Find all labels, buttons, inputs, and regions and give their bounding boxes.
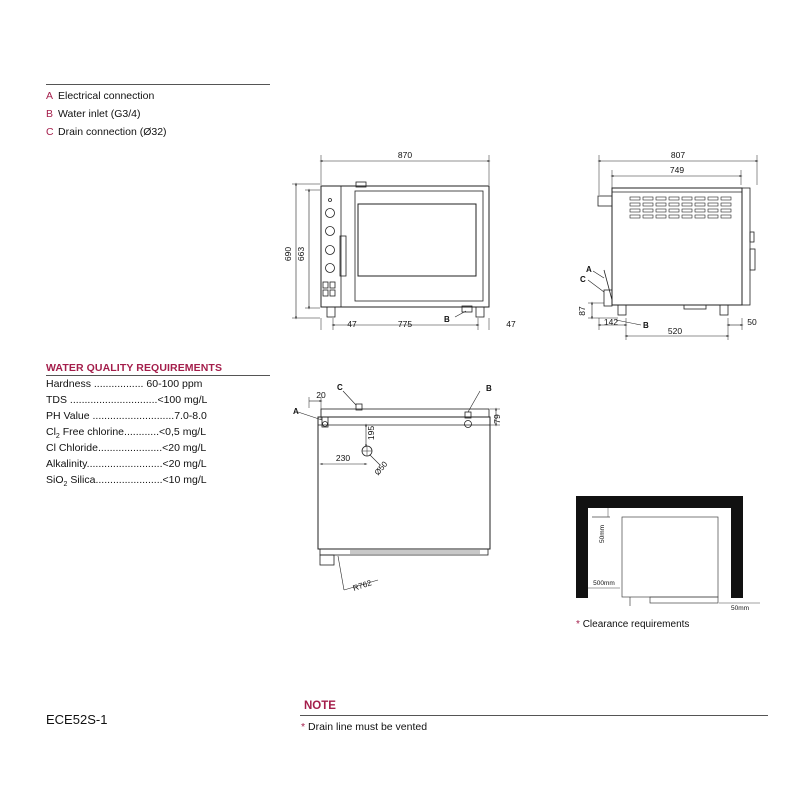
dim-47-left: 47 (347, 319, 357, 329)
wq-leader: ....................... (95, 474, 163, 486)
top-view (298, 391, 500, 590)
label-b-top: B (486, 384, 492, 393)
wq-value: 60-100 ppm (146, 378, 203, 390)
dim-807: 807 (670, 150, 686, 160)
dim-r762: R762 (351, 578, 373, 593)
side-view (588, 155, 757, 340)
wq-label: Hardness (46, 378, 91, 390)
wq-value: <100 mg/L (157, 394, 208, 406)
dim-20: 20 (316, 390, 326, 400)
note-title: NOTE (304, 700, 336, 712)
dim-775: 775 (397, 319, 413, 329)
note-text: Drain line must be vented (308, 721, 428, 733)
wq-label: SiO (46, 474, 64, 486)
legend-key: B (46, 108, 54, 120)
dim-749: 749 (669, 165, 685, 175)
clearance-caption-text: Clearance requirements (582, 619, 690, 630)
note-divider (300, 715, 768, 716)
wq-value: <10 mg/L (162, 474, 207, 486)
dim-47-right: 47 (506, 319, 516, 329)
legend-key: C (46, 126, 54, 138)
model-number: ECE52S-1 (46, 712, 108, 727)
wq-leader: .............................. (67, 394, 158, 406)
wq-label-after: Free chlorine (59, 426, 125, 438)
dim-50-side: 50 (747, 317, 757, 327)
wq-label: PH Value (46, 410, 90, 422)
legend-label: Drain connection (Ø32) (58, 126, 167, 138)
wq-label-after: Silica (67, 474, 96, 486)
legend-label: Electrical connection (58, 90, 155, 102)
dim-230: 230 (335, 453, 351, 463)
label-a-side: A (586, 265, 592, 274)
wq-value: 7.0-8.0 (174, 410, 207, 422)
clearance-diagram (576, 496, 760, 606)
dim-870: 870 (397, 150, 413, 160)
dim-690: 690 (283, 246, 293, 262)
dim-195: 195 (366, 425, 376, 441)
clearance-left: 500mm (593, 580, 615, 587)
wq-leader: .......................... (86, 458, 163, 470)
wq-value: <0,5 mg/L (159, 426, 207, 438)
dim-663: 663 (296, 246, 306, 262)
wq-leader: ...................... (97, 442, 163, 454)
wq-label: Alkalinity (46, 458, 87, 470)
dim-520: 520 (667, 326, 683, 336)
wq-label: Cl (46, 426, 56, 438)
front-view (292, 155, 489, 330)
wq-label: TDS (46, 394, 67, 406)
label-b-front: B (444, 315, 450, 324)
water-quality-title: WATER QUALITY REQUIREMENTS (46, 362, 223, 374)
label-a-top: A (293, 407, 299, 416)
label-b-side: B (643, 321, 649, 330)
asterisk: * (301, 721, 306, 733)
dim-79: 79 (492, 414, 502, 424)
legend-label: Water inlet (G3/4) (58, 108, 141, 120)
wq-label: Cl Chloride (46, 442, 98, 454)
clearance-right: 50mm (730, 605, 750, 612)
wq-subscript: 2 (55, 433, 60, 441)
clearance-top: 50mm (599, 524, 606, 544)
wq-value: <20 mg/L (162, 458, 207, 470)
legend-key: A (46, 90, 54, 102)
note-line (301, 721, 427, 733)
label-c-top: C (337, 383, 343, 392)
wq-leader: ............................ (89, 410, 175, 422)
dim-142: 142 (603, 317, 619, 327)
dim-dia-50: Ø50 (372, 459, 390, 478)
dim-87: 87 (577, 306, 587, 316)
label-c-side: C (580, 275, 586, 284)
wq-leader: ................. (90, 378, 147, 390)
clearance-caption (576, 619, 689, 630)
asterisk: * (576, 619, 580, 630)
wq-leader: ............ (124, 426, 160, 438)
wq-value: <20 mg/L (162, 442, 207, 454)
wq-subscript: 2 (63, 481, 68, 489)
